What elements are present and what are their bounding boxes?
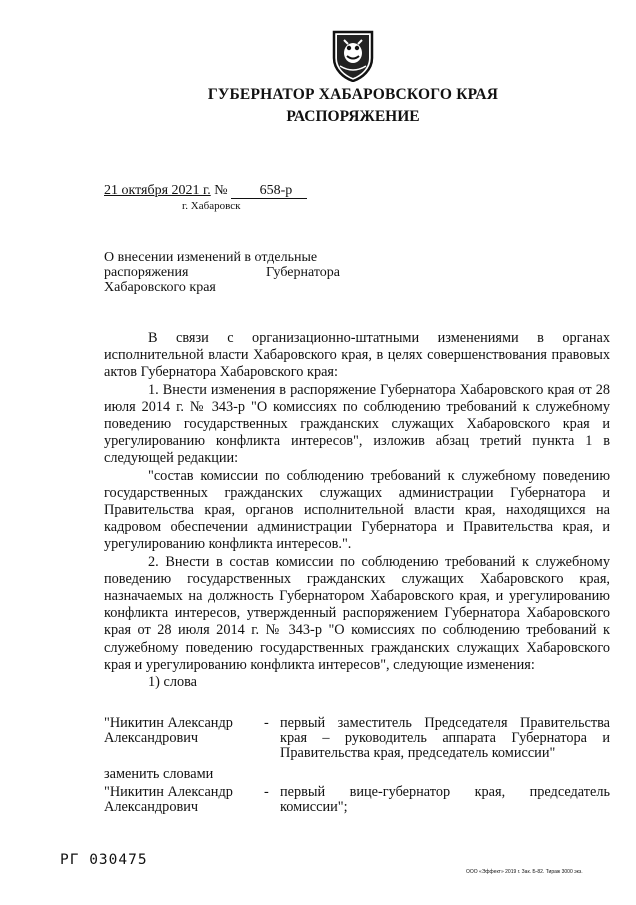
document-body	[104, 330, 610, 691]
intro-paragraph: В связи с организационно-штатными изменениями в органах исполнительной власти Хабаровского края, в целях совершенствования правовых актов Губернатора Хабаровского края:	[104, 330, 610, 381]
serial-number: РГ 030475	[60, 852, 148, 868]
print-info: ООО «Эффект» 2019 г. Зак. Б-82. Тираж 3000 экз.	[466, 869, 583, 875]
item-1-paragraph: 1. Внести изменения в распоряжение Губернатора Хабаровского края от 28 июля 2014 г. № 343-р "О комиссиях по соблюдению требований к служебному поведению государственных гражданских служащих Хабаровского края и урегулированию конфликта интересов", изложив абзац третий пункта 1 в следующей редакции:	[104, 381, 610, 467]
entry-old	[104, 716, 610, 764]
document-date-number	[104, 183, 307, 199]
entry-role: первый вице-губернатор края, председатель комиссии";	[280, 784, 610, 815]
coat-of-arms-icon	[330, 28, 376, 82]
issuer-title: ГУБЕРНАТОР ХАБАРОВСКОГО КРАЯ	[207, 86, 499, 103]
replace-label: заменить словами	[104, 766, 214, 782]
subject-line: О внесении изменений в отдельные	[104, 250, 318, 265]
entry-role: первый заместитель Председателя Правительства края – руководитель аппарата Губернатора и Правительства края, председатель комиссии"	[280, 715, 610, 761]
entry-name: "Никитин Александр Александрович	[104, 715, 233, 746]
entry-dash: -	[264, 784, 269, 800]
document-city: г. Хабаровск	[182, 200, 241, 212]
document-number: 658-р	[231, 184, 307, 199]
entry-new	[104, 785, 610, 819]
document-subject	[104, 250, 340, 295]
number-label: №	[214, 183, 228, 198]
sub-item-1: 1) слова	[148, 674, 198, 691]
document-type: РАСПОРЯЖЕНИЕ	[286, 108, 420, 125]
quoted-text: "состав комиссии по соблюдению требований к служебному поведению государственных гражданских служащих администрации Губернатора и Правительства края, органов исполнительной власти края, находящихся на кадровом обеспечении администрации Губернатора и Правительства края, и урегулированию конфликта интересов.".	[104, 467, 610, 553]
entry-dash: -	[264, 715, 269, 731]
document-date: 21 октября 2021 г.	[104, 183, 211, 198]
subject-line: Хабаровского края	[104, 280, 216, 295]
entry-name: "Никитин Александр Александрович	[104, 784, 233, 815]
item-2-paragraph: 2. Внести в состав комиссии по соблюдению требований к служебному поведению государственных гражданских служащих Хабаровского края, назначаемых на должность Губернатором Хабаровского края, и урегулированию конфликта интересов, утвержденный распоряжением Губернатора Хабаровского края от 28 июля 2014 г. № 343-р "О комиссиях по соблюдению требований к служебному поведению государственных гражданских служащих Хабаровского края и урегулированию конфликта интересов", следующие изменения:	[104, 553, 610, 673]
subject-line: распоряжения Губернатора	[104, 265, 340, 280]
